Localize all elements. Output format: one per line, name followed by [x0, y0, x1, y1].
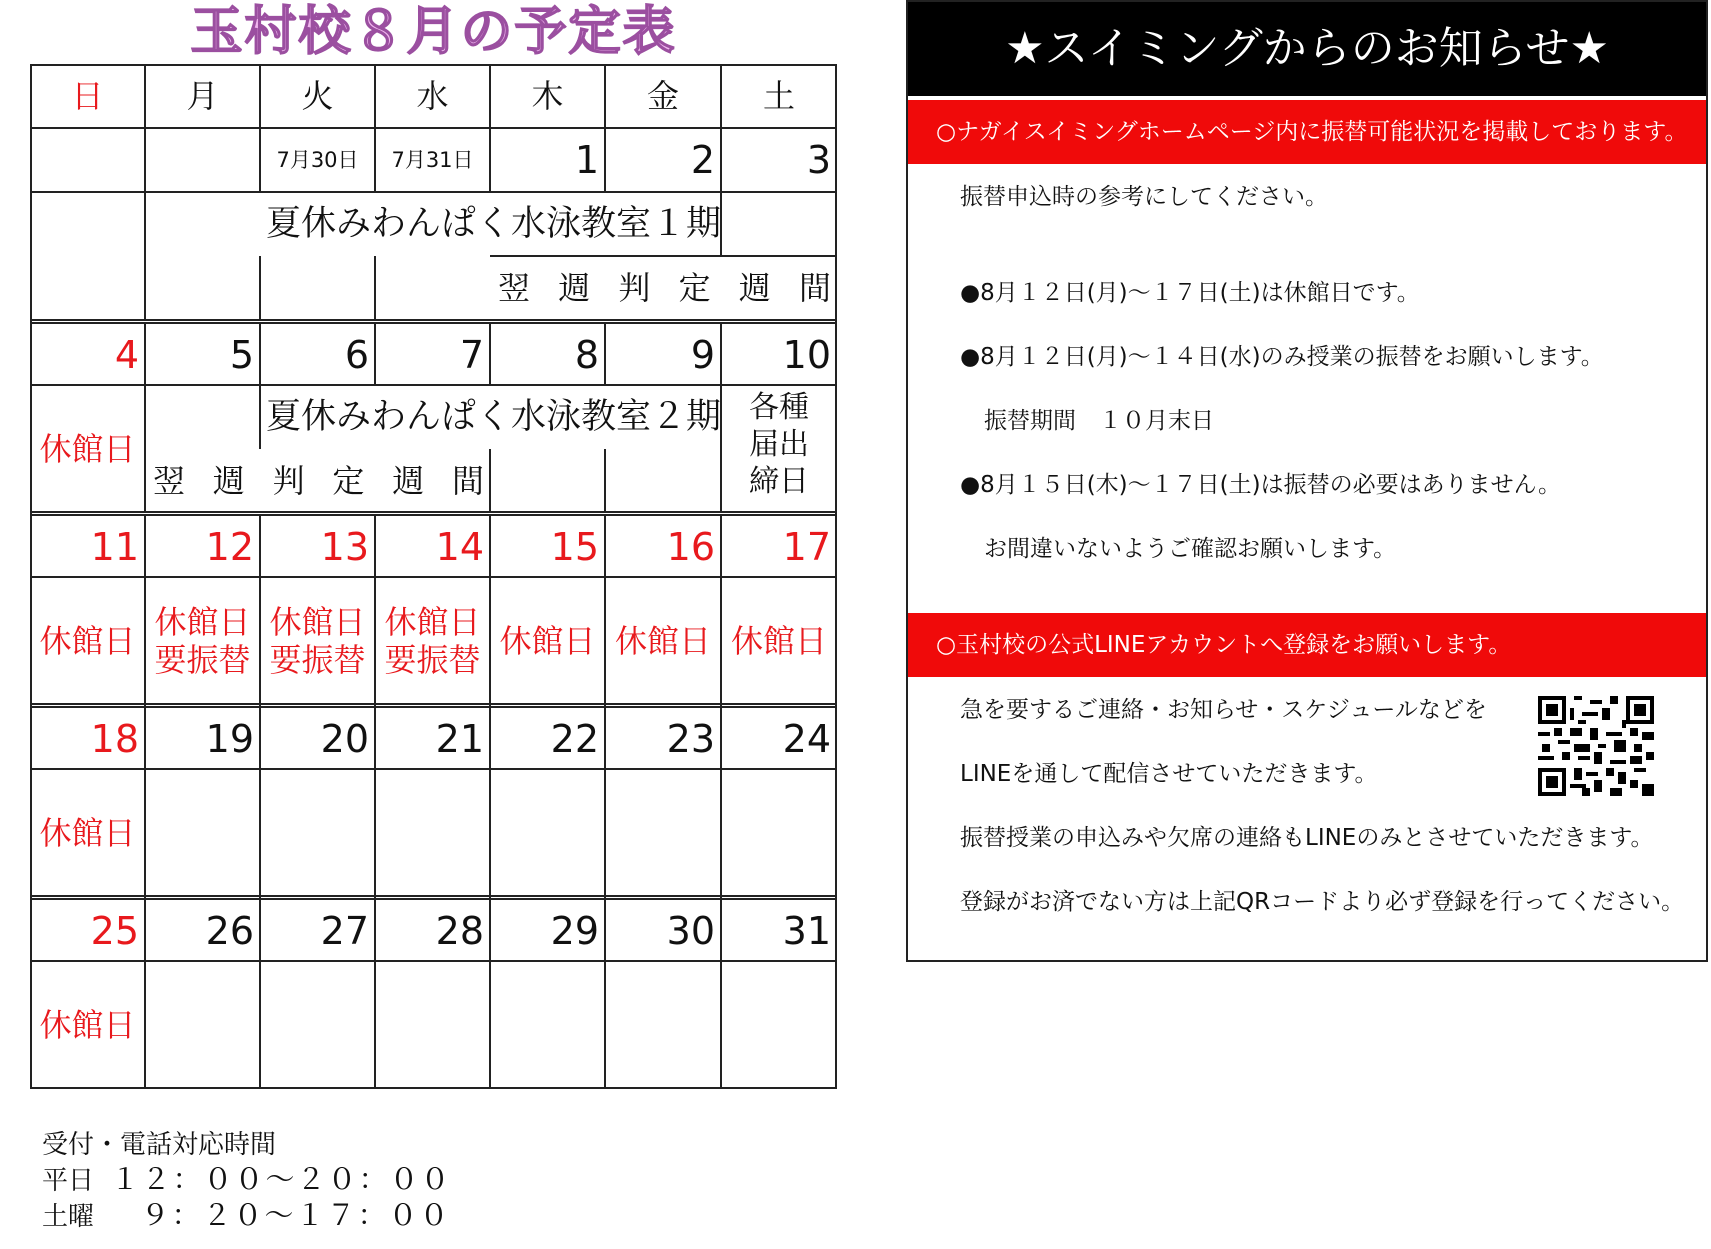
judge-char: 翌	[153, 462, 186, 500]
notice-line: 登録がお済でない方は上記QRコードより必ず登録を行ってください。	[960, 889, 1685, 915]
notice-line: 振替申込時の参考にしてください。	[960, 184, 1328, 210]
judge-char: 週	[558, 269, 591, 307]
date-27: 27	[320, 909, 369, 953]
notice-line: 振替期間 １０月末日	[984, 408, 1214, 434]
saturday-hours: ９：２０～１７：００	[140, 1198, 451, 1232]
date-12: 12	[205, 525, 254, 569]
date-8: 8	[574, 333, 599, 377]
reception-hours	[42, 1128, 452, 1234]
closed-makeup-12	[145, 577, 260, 704]
date-14: 14	[435, 525, 484, 569]
weekday-sun: 日	[71, 77, 104, 115]
notice-line: LINEを通して配信させていただきます。	[960, 761, 1378, 787]
weekday-sat: 土	[762, 77, 795, 115]
notice-line: ●8月１５日(木)～１７日(土)は振替の必要はありません。	[960, 472, 1561, 498]
date-29: 29	[550, 909, 599, 953]
weekday-fri: 金	[646, 77, 679, 115]
judge-char: 間	[451, 462, 484, 500]
makeup-label: 要振替	[154, 640, 251, 679]
swimming-notice-panel	[906, 0, 1708, 962]
date-7: 7	[459, 333, 484, 377]
date-1: 1	[574, 138, 599, 182]
weekday-hours: １２：００～２０：００	[110, 1162, 452, 1196]
date-22: 22	[550, 717, 599, 761]
judge-char: 週	[212, 462, 245, 500]
judge-char: 間	[798, 269, 831, 307]
closed-label: 休館日	[269, 602, 366, 641]
notice-title: ★スイミングからのお知らせ★	[908, 2, 1706, 96]
saturday-hours-row	[42, 1198, 452, 1234]
date-4: 4	[114, 333, 139, 377]
weekday-hours-row	[42, 1162, 452, 1198]
date-jul30: 7月30日	[276, 148, 359, 172]
makeup-label: 要振替	[384, 640, 481, 679]
event-summer-class-2: 夏休みわんぱく水泳教室２期	[266, 397, 722, 437]
notice-bar-homepage: ○ナガイスイミングホームページ内に振替可能状況を掲載しております。	[908, 100, 1706, 164]
notice-line: ●8月１２日(月)～１４日(水)のみ授業の振替をお願いします。	[960, 344, 1604, 370]
notice-line: お間違いないようご確認お願いします。	[984, 536, 1397, 562]
date-17: 17	[782, 525, 831, 569]
date-18: 18	[90, 717, 139, 761]
closed-note-15: 休館日	[499, 621, 596, 660]
judge-char: 翌	[498, 269, 531, 307]
judge-week-1	[490, 256, 837, 320]
date-19: 19	[205, 717, 254, 761]
closed-label: 休館日	[384, 602, 481, 641]
date-9: 9	[690, 333, 715, 377]
date-5: 5	[229, 333, 254, 377]
closed-makeup-14	[375, 577, 490, 704]
weekday-mon: 月	[186, 77, 219, 115]
date-10: 10	[782, 333, 831, 377]
notice-bar-line-account: ○玉村校の公式LINEアカウントへ登録をお願いします。	[908, 613, 1706, 677]
date-30: 30	[666, 909, 715, 953]
weekday-tue: 火	[301, 77, 334, 115]
date-20: 20	[320, 717, 369, 761]
closed-note-17: 休館日	[730, 621, 827, 660]
judge-week-2	[145, 449, 490, 512]
notice-line: 振替授業の申込みや欠席の連絡もLINEのみとさせていただきます。	[960, 825, 1654, 851]
date-25: 25	[90, 909, 139, 953]
date-24: 24	[782, 717, 831, 761]
date-11: 11	[90, 525, 139, 569]
judge-char: 週	[392, 462, 425, 500]
date-3: 3	[806, 138, 831, 182]
date-13: 13	[320, 525, 369, 569]
note-line: 各種	[749, 390, 809, 425]
judge-char: 週	[738, 269, 771, 307]
date-2: 2	[690, 138, 715, 182]
makeup-label: 要振替	[269, 640, 366, 679]
closed-note-16: 休館日	[614, 621, 711, 660]
date-28: 28	[435, 909, 484, 953]
closed-note-18: 休館日	[39, 813, 136, 852]
date-jul31: 7月31日	[391, 148, 474, 172]
weekday-thu: 木	[531, 77, 564, 115]
qr-code-icon[interactable]	[1538, 696, 1654, 796]
judge-char: 定	[332, 462, 365, 500]
note-line: 届出	[749, 427, 809, 462]
date-16: 16	[666, 525, 715, 569]
closed-note-25: 休館日	[39, 1006, 136, 1044]
date-26: 26	[205, 909, 254, 953]
weekday-label: 平日	[42, 1166, 95, 1196]
notice-line: 急を要するご連絡・お知らせ・スケジュールなどを	[960, 697, 1487, 723]
notice-line: ●8月１２日(月)～１７日(土)は休館日です。	[960, 280, 1420, 306]
closed-label: 休館日	[154, 602, 251, 641]
judge-char: 判	[618, 269, 651, 307]
date-15: 15	[550, 525, 599, 569]
judge-char: 定	[678, 269, 711, 307]
closed-note-4: 休館日	[39, 429, 136, 468]
closed-makeup-13	[260, 577, 375, 704]
calendar	[30, 64, 837, 1089]
saturday-label: 土曜	[42, 1202, 95, 1232]
note-line: 締日	[749, 464, 809, 499]
closed-note-11: 休館日	[39, 621, 136, 660]
date-21: 21	[435, 717, 484, 761]
date-6: 6	[344, 333, 369, 377]
deadline-note-10	[721, 385, 837, 512]
reception-heading: 受付・電話対応時間	[42, 1130, 277, 1160]
judge-char: 判	[272, 462, 305, 500]
page-title: 玉村校８月の予定表	[190, 2, 677, 62]
date-31: 31	[782, 909, 831, 953]
date-23: 23	[666, 717, 715, 761]
event-summer-class-1: 夏休みわんぱく水泳教室１期	[266, 204, 722, 244]
weekday-wed: 水	[416, 77, 449, 115]
